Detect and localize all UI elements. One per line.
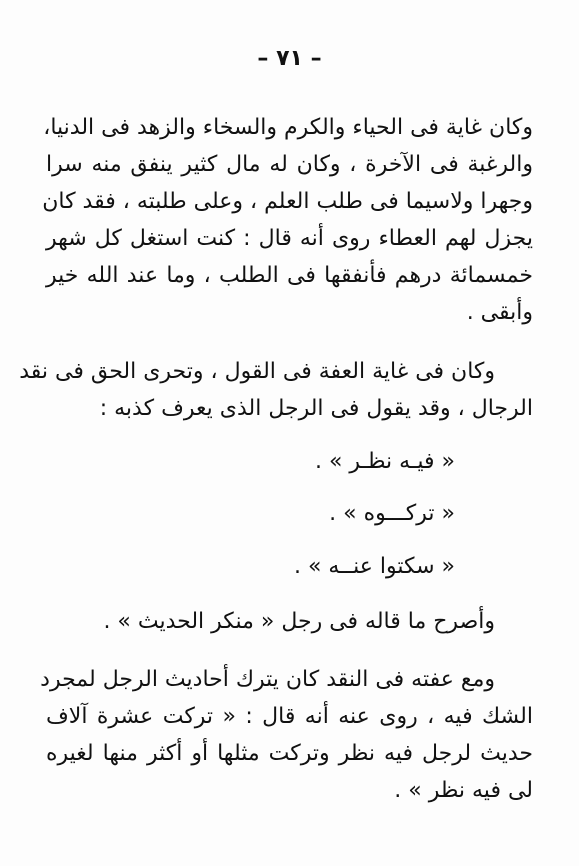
paragraph-2-line: وكان فى غاية العفة فى القول ، وتحرى الحق فى نقد: [19, 359, 495, 384]
paragraph-3-line: وأصرح ما قاله فى رجل « منكر الحديث » .: [103, 609, 495, 634]
paragraph-4-line: ومع عفته فى النقد كان يترك أحاديث الرجل لمجرد: [40, 667, 495, 692]
paragraph-2-line: الرجال ، وقد يقول فى الرجل الذى يعرف كذبه :: [99, 396, 533, 421]
paragraph-1-line: وجهرا ولاسيما فى طلب العلم ، وعلى طلبته ، فقد كان: [42, 189, 533, 214]
quote-verdict: « تركـــوه » .: [329, 501, 455, 526]
paragraph-1-line: وأبقى .: [466, 300, 533, 325]
paragraph-1-line: يجزل لهم العطاء روى أنه قال : كنت استغل كل شهر: [46, 226, 533, 251]
paragraph-4-line: الشك فيه ، روى عنه أنه قال : « تركت عشرة آلاف: [46, 704, 533, 729]
quote-verdict: « سكتوا عنــه » .: [293, 554, 455, 579]
paragraph-4-line: لى فيه نظر » .: [394, 778, 533, 803]
paragraph-1-line: خمسمائة درهم فأنفقها فى الطلب ، وما عند الله خير: [46, 263, 533, 288]
quote-verdict: « فيـه نظـر » .: [314, 449, 455, 474]
paragraph-1-line: والرغبة فى الآخرة ، وكان له مال كثير ينفق منه سرا: [46, 152, 533, 177]
paragraph-1-line: وكان غاية فى الحياء والكرم والسخاء والزهد فى الدنيا،: [43, 115, 533, 140]
paragraph-4-line: حديث لرجل فيه نظر وتركت مثلها أو أكثر منها لغيره: [46, 741, 533, 766]
page-number: – ٧١ –: [257, 46, 322, 71]
